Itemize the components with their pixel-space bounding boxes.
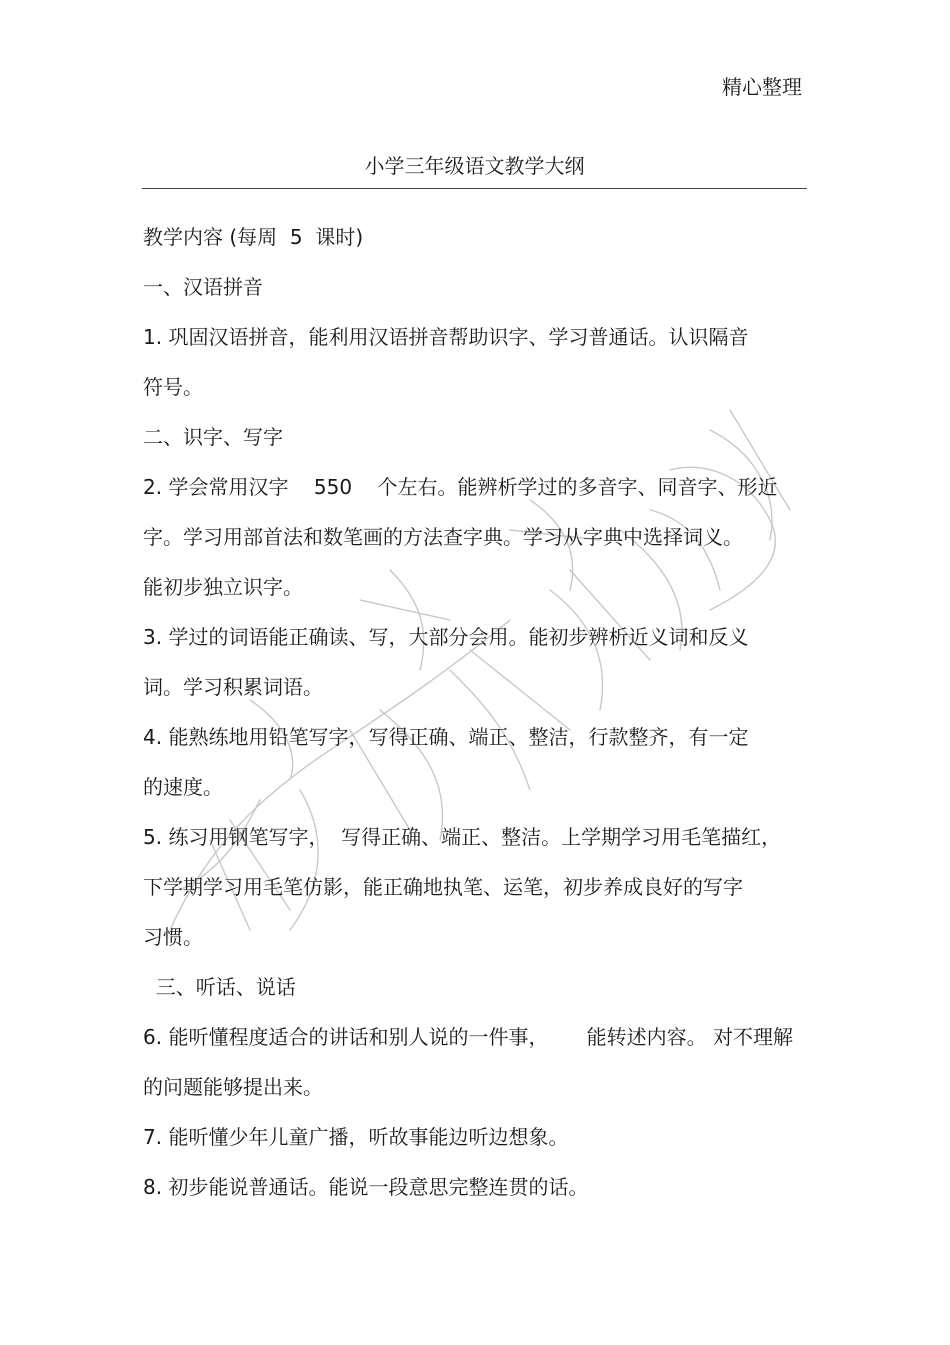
text-line: 符号。: [143, 375, 203, 399]
text-line: 5. 练习用钢笔写字， 写得正确、端正、整洁。上学期学习用毛笔描红，: [143, 825, 782, 849]
text-line: 8. 初步能说普通话。能说一段意思完整连贯的话。: [143, 1175, 589, 1199]
section-heading-listening: 三、听话、说话: [143, 975, 296, 999]
text-line: 下学期学习用毛笔仿影，能正确地执笔、运笔，初步养成良好的写字: [143, 875, 743, 899]
text-line: 7. 能听懂少年儿童广播，听故事能边听边想象。: [143, 1125, 569, 1149]
text-line: 词。学习积累词语。: [143, 675, 323, 699]
text-line: 习惯。: [143, 925, 203, 949]
text-line: 能初步独立识字。: [143, 575, 303, 599]
document-title: 小学三年级语文教学大纲: [364, 154, 585, 178]
section-heading-writing: 二、识字、写字: [143, 425, 283, 449]
header-note: 精心整理: [722, 75, 802, 99]
text-line: 字。学习用部首法和数笔画的方法查字典。学习从字典中选择词义。: [143, 525, 743, 549]
text-line: 教学内容 (每周 5 课时): [143, 225, 364, 249]
text-line: 4. 能熟练地用铅笔写字，写得正确、端正、整洁，行款整齐，有一定: [143, 725, 749, 749]
title-divider: [142, 188, 807, 189]
text-line: 2. 学会常用汉字 550 个左右。能辨析学过的多音字、同音字、形近: [143, 475, 778, 499]
text-line: 的问题能够提出来。: [143, 1075, 323, 1099]
text-line: 3. 学过的词语能正确读、写，大部分会用。能初步辨析近义词和反义: [143, 625, 749, 649]
section-heading-pinyin: 一、汉语拼音: [143, 275, 263, 299]
document-body: [143, 222, 808, 1222]
text-line: 1. 巩固汉语拼音，能利用汉语拼音帮助识字、学习普通话。认识隔音: [143, 325, 749, 349]
text-line: 6. 能听懂程度适合的讲话和别人说的一件事， 能转述内容。 对不理解: [143, 1025, 793, 1049]
text-line: 的速度。: [143, 775, 223, 799]
